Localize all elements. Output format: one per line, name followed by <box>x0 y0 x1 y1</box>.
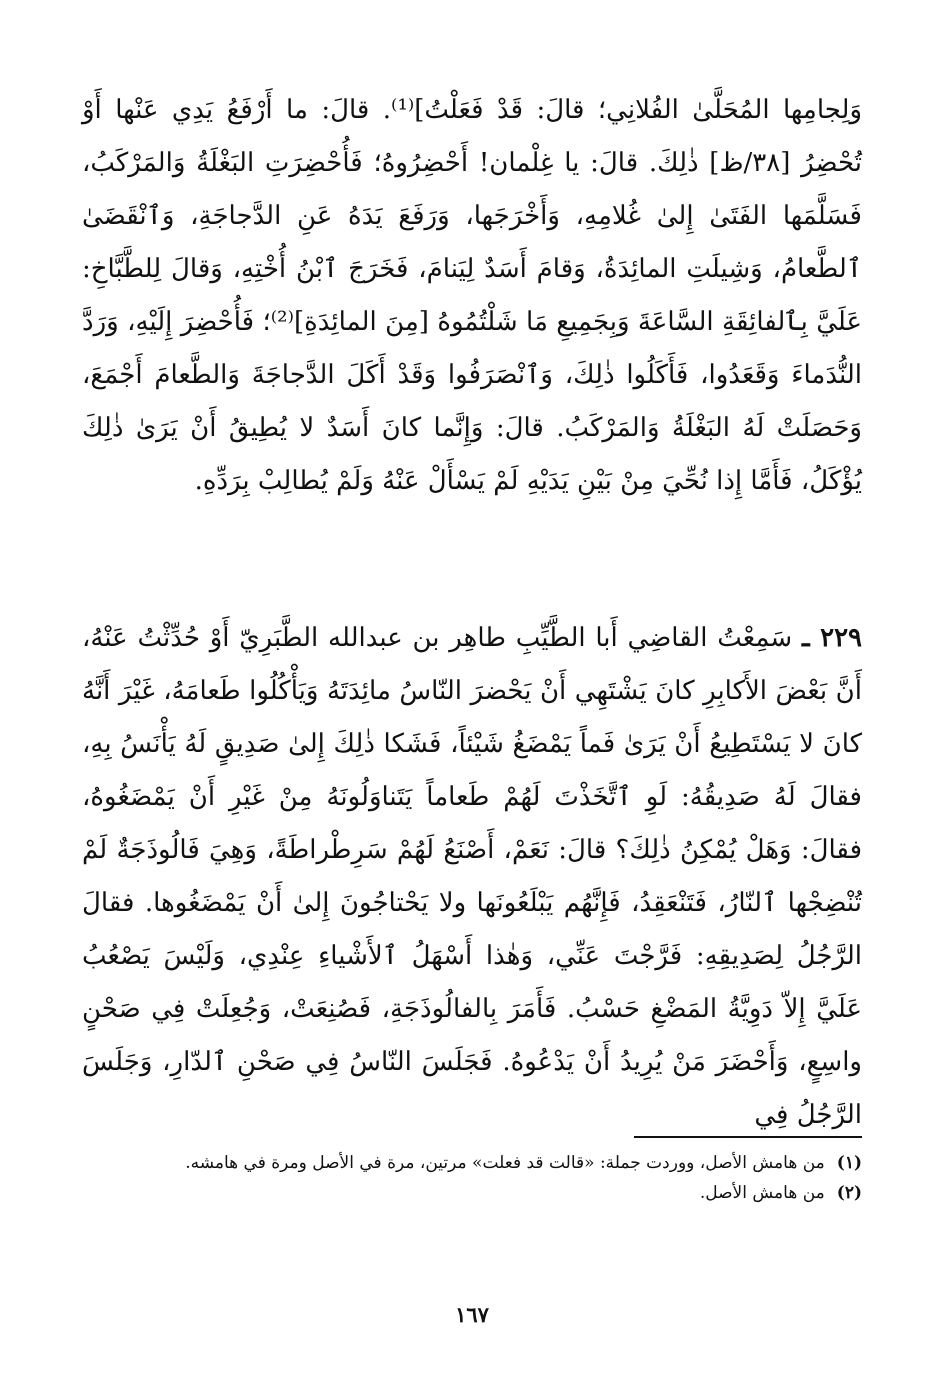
paragraph-entry-229 <box>82 612 862 1142</box>
entry-text: سَمِعْتُ القاضِي أَبا الطَّيِّبِ طاهِر بن عبدالله الطَّبَرِيّ أَوْ حُدِّثْتُ عَنْهُ، أَنَّ بَعْضَ الأَكابِرِ كانَ يَشْتَهِي أَنْ يَحْضرَ النّاسُ مائِدَتَهُ وَيَأْكُلُوا طَعامَهُ، غَيْرَ أَنَّهُ كانَ لا يَسْتَطِيعُ أَنْ يَرَىٰ فَماً يَمْضَغُ شَيْئاً، فَشَكا ذٰلِكَ إِلىٰ صَدِيقٍ لَهُ يَأْنَسُ بِهِ، فقالَ لَهُ صَدِيقُهُ: لَوِ ٱتَّخَذْتَ لَهُمْ طَعاماً يَتَناوَلُونَهُ مِنْ غَيْرِ أَنْ يَمْضَغُوهُ، فقالَ: وَهَلْ يُمْكِنُ ذٰلِكَ؟ قالَ: نَعَمْ، أَصْنَعُ لَهُمْ سَرِطْراطَةً، وَهِيَ فَالُوذَجَةٌ لَمْ تُنْضِجْها ٱلنّارُ، فَتَنْعَقِدُ، فَإِنَّهُم يَبْلَعُونَها ولا يَحْتاجُونَ إِلىٰ أَنْ يَمْضَغُوها. فقالَ الرَّجُلُ لِصَدِيقِهِ: فَرَّجْتَ عَنِّي، وَهٰذا أَسْهَلُ ٱلأَشْياءِ عِنْدِي، وَلَيْسَ يَصْعُبُ عَلَيَّ إِلاّ دَوِيَّةُ المَضْغِ حَسْبُ. فَأَمَرَ بِالفالُوذَجَةِ، فَصُنِعَتْ، وَجُعِلَتْ فِي صَحْنٍ واسِعٍ، وَأَحْضَرَ مَنْ يُرِيدُ أَنْ يَدْعُوهُ. فَجَلَسَ النّاسُ فِي صَحْنِ ٱلدّارِ، وَجَلَسَ الرَّجُلُ فِي <box>82 623 862 1130</box>
footnote-text: من هامش الأصل، ووردت جملة: «قالت قد فعلت» مرتين، مرة في الأصل ومرة في هامشه. <box>185 1153 825 1173</box>
page-body <box>82 84 862 1364</box>
footnote-text: من هامش الأصل. <box>699 1183 825 1203</box>
footnote-mark: (١) <box>836 1153 862 1173</box>
footnote-mark: (٢) <box>836 1183 862 1203</box>
footnotes <box>82 1148 862 1208</box>
footnote-separator <box>634 1136 862 1138</box>
entry-number: ٢٢٩ ـ <box>801 623 863 653</box>
footnote-2 <box>82 1178 862 1208</box>
footnote-1 <box>82 1148 862 1178</box>
page-number: ١٦٧ <box>455 1302 489 1327</box>
paragraph-continuation: وَلِجامِها المُحَلَّىٰ الفُلانِي؛ قالَ: قَدْ فَعَلْتُ]⁽¹⁾. قالَ: ما أَرْفَعُ يَدِي عَنْها أَوْ تُحْضِرُ [٣٨/ظ] ذٰلِكَ. قالَ: يا غِلْمان! أَحْضِرُوهُ؛ فَأُحْضِرَتِ البَغْلَةُ وَالمَرْكَبُ، فَسَلَّمَها الفَتَىٰ إِلىٰ غُلامِهِ، وَأَخْرَجَها، وَرَفَعَ يَدَهُ عَنِ الدَّجاجَةِ، وَٱنْقَضَىٰ ٱلطَّعامُ، وَشِيلَتِ المائِدَةُ، وَقامَ أَسَدٌ لِيَنامَ، فَخَرَجَ ٱبْنُ أُخْتِهِ، وَقالَ لِلطَّبَّاخِ: عَلَيَّ بِٱلفائِقَةِ السَّاعَةَ وَبِجَمِيعِ مَا شَلْتُمُوهُ [مِنَ المائِدَةِ]⁽²⁾؛ فَأُحْضِرَ إِلَيْهِ، وَرَدَّ النُّدَماءَ وَقَعَدُوا، فَأَكَلُوا ذٰلِكَ، وَٱنْصَرَفُوا وَقَدْ أَكَلَ الدَّجاجَةَ وَالطَّعامَ أَجْمَعَ، وَحَصَلَتْ لَهُ البَغْلَةُ وَالمَرْكَبُ. قالَ: وَإِنَّما كانَ أَسَدٌ لا يُطِيقُ أَنْ يَرَىٰ ذٰلِكَ يُؤْكَلُ، فَأَمَّا إِذا نُحِّيَ مِنْ بَيْنِ يَدَيْهِ لَمْ يَسْأَلْ عَنْهُ وَلَمْ يُطالِبْ بِرَدِّهِ. <box>82 95 862 496</box>
